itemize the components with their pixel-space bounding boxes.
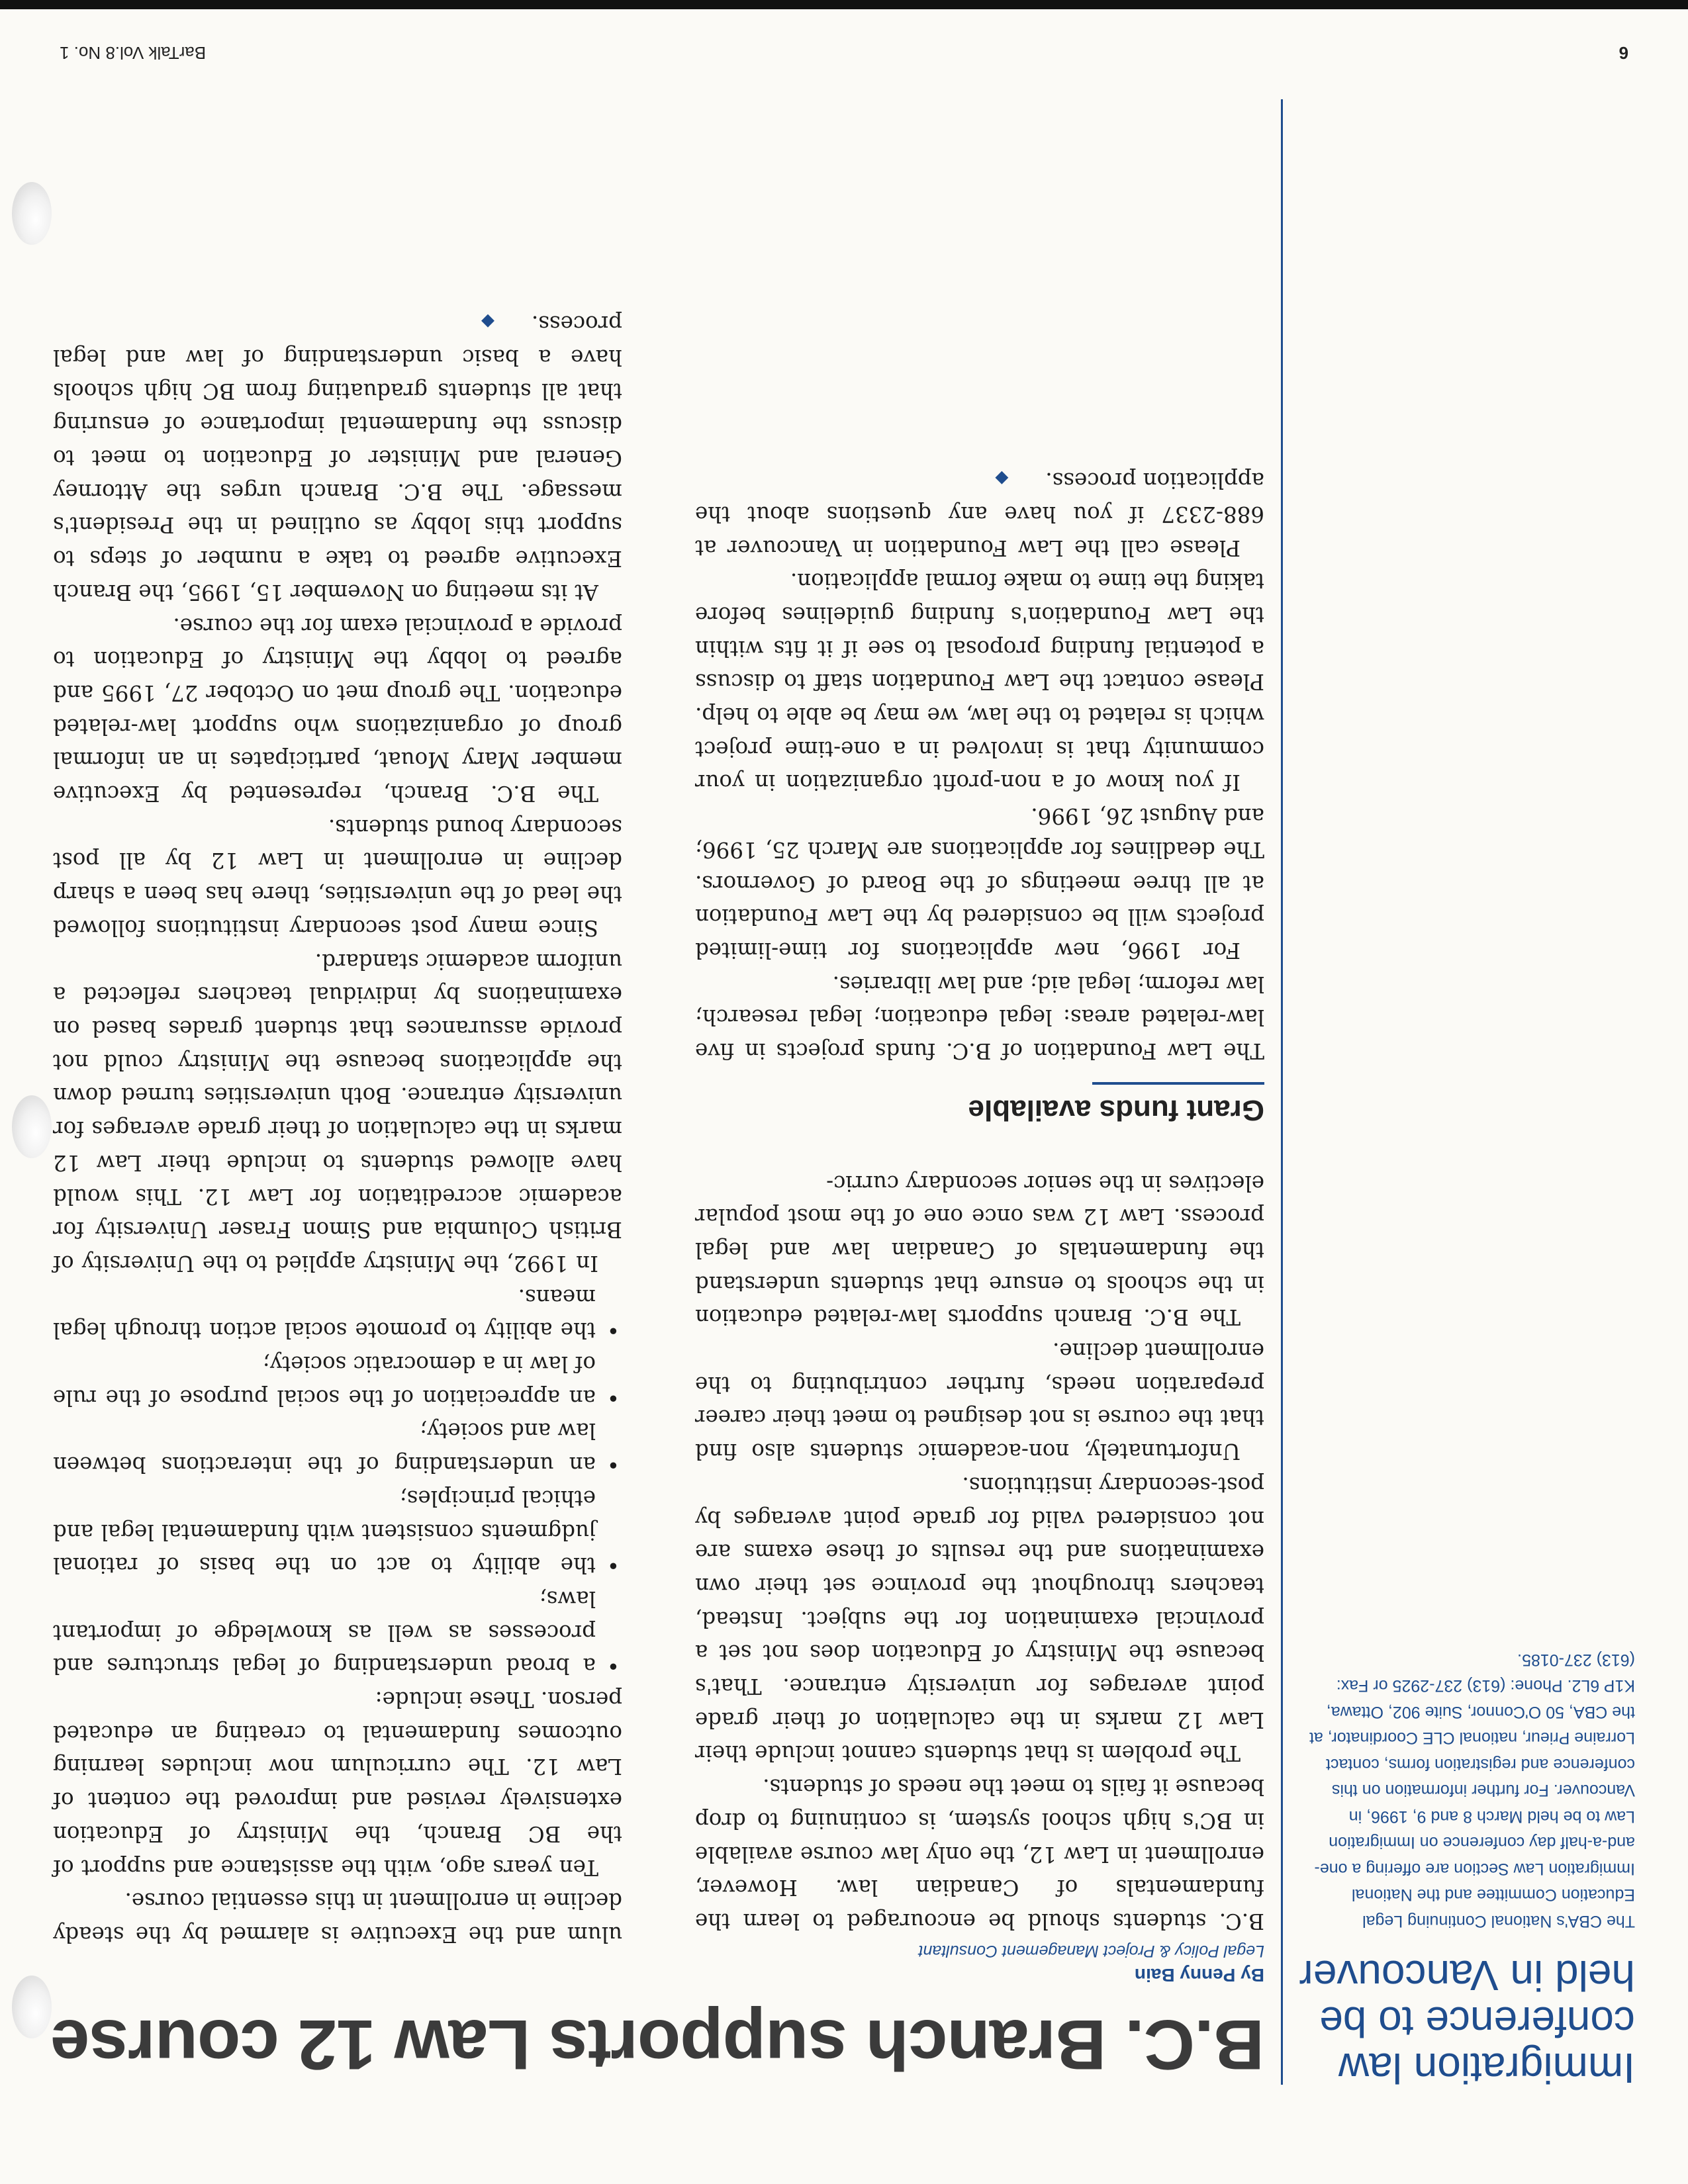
paragraph: The B.C. Branch, represented by Executive member Mary Mouat, participates in an informal group of organizations who support law-related education. The group met on October 27, 1995 and agreed to lobby the Ministry of Education to provide a provincial exam for the course. xyxy=(53,613,622,807)
paragraph: B.C. students should be encouraged to learn the fundamentals of Canadian law. However, enrollment in Law 12, the only law course available in BC's high school system, is continuing to drop because it fails to meet the needs of students. xyxy=(695,1774,1264,1934)
binder-hole-icon xyxy=(12,182,52,245)
sidebar-notice xyxy=(1297,1647,1635,2092)
scan-edge xyxy=(0,0,1688,9)
article-column-2 xyxy=(53,305,622,1951)
sidebar-title: Immigration law conference to be held in Vancouver xyxy=(1299,1952,1635,2092)
binder-hole-icon xyxy=(12,1095,52,1158)
end-mark-icon: ◆ xyxy=(481,312,494,332)
page-number: 6 xyxy=(1618,43,1628,63)
paragraph: The Law Foundation of B.C. funds projects in five law-related areas: legal education; legal research; law reform; legal aid; and law libraries. xyxy=(695,971,1264,1064)
paragraph xyxy=(695,461,1264,564)
paragraph-text: Please call the Law Foundation in Vancouver at 688-2337 if you have any questions about the application process. xyxy=(695,468,1264,561)
byline-author: By Penny Bain xyxy=(1134,1965,1264,1985)
paragraph: Ten years ago, with the assistance and support of the BC Branch, the Ministry of Education extensively revised and improved the content of Law 12. The curriculum now includes learning outcomes fundamental to creating an educated person. These include: xyxy=(53,1687,622,1880)
article-column-1 xyxy=(695,461,1264,1938)
end-mark-icon: ◆ xyxy=(995,469,1009,489)
list-item: • the ability to act on the basis of rational judgments consistent with fundamental legal and ethical principles; xyxy=(53,1481,596,1582)
grant-heading-rule xyxy=(1092,1082,1264,1085)
article-headline: B.C. Branch supports Law 12 course xyxy=(50,2005,1264,2085)
byline xyxy=(669,1941,1264,1985)
paragraph: For 1996, new applications for time-limited projects will be considered by the Law Foundation at all three meetings of the Board of Governors. The deadlines for applications are March 25, 1996; and August 26, 1996. xyxy=(695,803,1264,964)
paragraph: ulum and the Executive is alarmed by the steady decline in enrollment in this essential course. xyxy=(53,1888,622,1947)
paragraph-text: At its meeting on November 15, 1995, the Branch Executive agreed to take a number of steps to support this lobby as outlined in the President's message. The B.C. Branch urges the Attorney General and Minister of Education to meet to discuss the fundamental importance of ensuring that all students graduating from BC high schools have a basic understanding of law and legal process. xyxy=(53,311,622,605)
sidebar-divider xyxy=(1281,99,1283,2085)
sidebar-body: The CBA's National Continuing Legal Education Committee and the National Immigration Law Section are offering a one-and-a-half day conference on Immigration Law to be held March 8 and 9, 1996, in Vancouver. For further information on this conference and registration forms, contact Lorraine Prieur, national CLE Coordinator, at the CBA, 50 O'Connor, Suite 902, Ottawa, K1P 6L2. Phone: (613) 237-2925 or Fax: (613) 237-0185. xyxy=(1309,1651,1635,1931)
learning-outcomes-list xyxy=(53,1280,622,1682)
paragraph: In 1992, the Ministry applied to the University of British Columbia and Simon Fraser University for academic accreditation for Law 12. This would have allowed students to include their Law 12 marks in the calculation of their grade averages for university entrance. Both universities turned down the applications because the Ministry could not provide assurances that student grades based on examinations by individual teachers reflected a uniform academic standard. xyxy=(53,948,622,1276)
binder-hole-icon xyxy=(12,1976,52,2038)
paragraph: The B.C. Branch supports law-related education in the schools to ensure that students understand the fundamentals of Canadian law and legal process. Law 12 was once one of the most popular electives in the senior secondary curric- xyxy=(695,1170,1264,1330)
paragraph: Unfortunately, non-academic students also find that the course is not designed to meet their career preparation needs, further contributing to the enrollment decline. xyxy=(695,1338,1264,1465)
paragraph xyxy=(53,305,622,609)
paragraph: The problem is that students cannot include their Law 12 marks in the calculation of their grade point averages for university entrance. That's because the Ministry of Education does not set a provincial examination for the subject. Instead, teachers throughout the province set their own examinations and the results of these exams are not considered valid for grade point averages by post-secondary institutions. xyxy=(695,1472,1264,1766)
paragraph: Since many post secondary institutions followed the lead of the universities, there has been a sharp decline in enrollment in Law 12 by all post secondary bound students. xyxy=(53,814,622,940)
byline-role: Legal Policy & Project Management Consultant xyxy=(918,1942,1264,1960)
grant-section-heading: Grant funds available xyxy=(968,1093,1264,1126)
page-footer xyxy=(0,36,1688,63)
issue-label: BarTalk Vol.8 No. 1 xyxy=(60,43,207,63)
list-item: • an understanding of the interactions between law and society; xyxy=(53,1414,596,1481)
paragraph: If you know of a non-profit organization in your community that is involved in a one-time project which is related to the law, we may be able to help. Please contact the Law Foundation staff to discuss a potential funding proposal to see if it fits within the Law Foundation's funding guidelines before taking the time to make formal application. xyxy=(695,569,1264,796)
list-item: • the ability to promote social action through legal means. xyxy=(53,1280,596,1347)
list-item: • a broad understanding of legal structures and processes as well as knowledge of important laws; xyxy=(53,1582,596,1682)
list-item: • an appreciation of the social purpose of the rule of law in a democratic society; xyxy=(53,1347,596,1414)
